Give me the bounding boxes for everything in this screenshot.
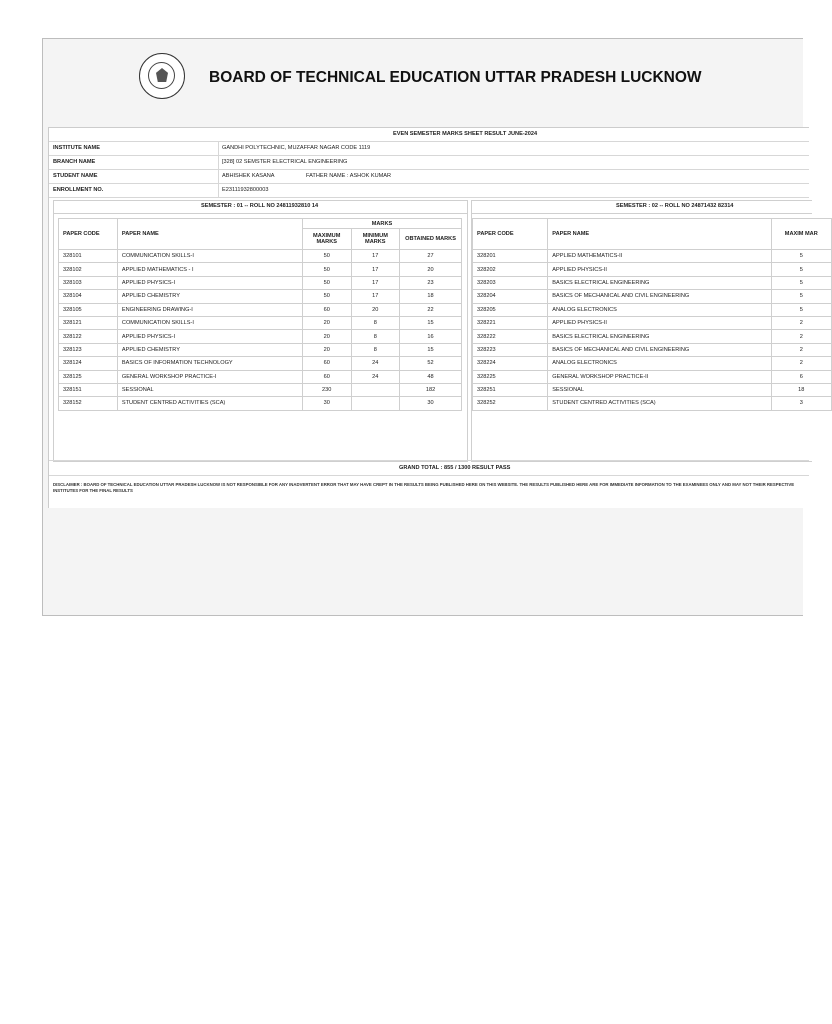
table-row [473,330,832,343]
max-marks-cell: 5 [771,250,831,263]
board-seal-logo [139,53,185,99]
max-marks-cell: 20 [302,316,351,329]
min-marks-cell: 20 [351,303,400,316]
obtained-marks-cell: 52 [400,357,462,370]
paper-code-cell: 328204 [473,290,548,303]
semester-1-table [58,218,462,411]
max-marks-cell: 20 [302,330,351,343]
table-row [473,370,832,383]
paper-name-cell: APPLIED MATHEMATICS - I [117,263,302,276]
table-row [59,397,462,410]
paper-code-cell: 328103 [59,276,118,289]
col-max-marks: MAXIMUM MARKS [302,229,351,250]
info-divider [218,141,219,197]
min-marks-cell: 8 [351,316,400,329]
obtained-marks-cell: 182 [400,383,462,396]
col-obtained-marks: OBTAINED MARKS [400,229,462,250]
col-paper-name: PAPER NAME [548,219,771,250]
table-row [473,263,832,276]
marksheet [48,127,818,508]
max-marks-cell: 3 [771,397,831,410]
paper-name-cell: ENGINEERING DRAWING-I [117,303,302,316]
table-row [473,290,832,303]
branch-label: BRANCH NAME [53,159,96,165]
institute-value: GANDHI POLYTECHNIC, MUZAFFAR NAGAR CODE 1119 [222,145,371,151]
paper-name-cell: BASICS OF INFORMATION TECHNOLOGY [117,357,302,370]
student-label: STUDENT NAME [53,173,98,179]
max-marks-cell: 20 [302,343,351,356]
page-header [43,39,803,115]
paper-code-cell: 328203 [473,276,548,289]
branch-value: [328] 02 SEMSTER ELECTRICAL ENGINEERING [222,159,348,165]
obtained-marks-cell: 20 [400,263,462,276]
paper-code-cell: 328105 [59,303,118,316]
obtained-marks-cell: 23 [400,276,462,289]
paper-code-cell: 328201 [473,250,548,263]
min-marks-cell: 8 [351,343,400,356]
min-marks-cell: 24 [351,370,400,383]
enrollment-label: ENROLLMENT NO. [53,187,104,193]
paper-name-cell: ANALOG ELECTRONICS [548,303,771,316]
table-row [59,343,462,356]
max-marks-cell: 2 [771,343,831,356]
table-row [59,276,462,289]
col-paper-code: PAPER CODE [473,219,548,250]
max-marks-cell: 30 [302,397,351,410]
paper-code-cell: 328104 [59,290,118,303]
paper-name-cell: BASICS ELECTRICAL ENGINEERING [548,330,771,343]
semester-2-header [472,201,812,214]
father-name: FATHER NAME : ASHOK KUMAR [306,173,392,179]
paper-code-cell: 328222 [473,330,548,343]
min-marks-cell: 8 [351,330,400,343]
paper-code-cell: 328202 [473,263,548,276]
paper-code-cell: 328123 [59,343,118,356]
table-row [59,357,462,370]
obtained-marks-cell: 48 [400,370,462,383]
max-marks-cell: 60 [302,357,351,370]
max-marks-cell: 60 [302,370,351,383]
obtained-marks-cell: 15 [400,343,462,356]
col-max-marks: MAXIM MAR [771,219,831,250]
table-row [473,276,832,289]
paper-code-cell: 328125 [59,370,118,383]
min-marks-cell: 24 [351,357,400,370]
table-row [473,316,832,329]
min-marks-cell: 17 [351,250,400,263]
table-row [59,383,462,396]
col-paper-name: PAPER NAME [117,219,302,250]
min-marks-cell [351,383,400,396]
table-row [473,397,832,410]
semester-1-heading: SEMESTER : 01 -- ROLL NO 24811932810 14 [201,203,319,209]
obtained-marks-cell: 30 [400,397,462,410]
paper-code-cell: 328121 [59,316,118,329]
col-min-marks: MINIMUM MARKS [351,229,400,250]
min-marks-cell: 17 [351,290,400,303]
paper-name-cell: GENERAL WORKSHOP PRACTICE-II [548,370,771,383]
max-marks-cell: 2 [771,316,831,329]
paper-code-cell: 328102 [59,263,118,276]
col-paper-code: PAPER CODE [59,219,118,250]
max-marks-cell: 50 [302,263,351,276]
max-marks-cell: 50 [302,276,351,289]
obtained-marks-cell: 22 [400,303,462,316]
branch-row [49,155,809,170]
table-row [473,383,832,396]
student-row [49,169,809,184]
paper-code-cell: 328151 [59,383,118,396]
institute-label: INSTITUTE NAME [53,145,100,151]
table-row [473,357,832,370]
max-marks-cell: 230 [302,383,351,396]
paper-name-cell: APPLIED PHYSICS-II [548,263,771,276]
paper-code-cell: 328225 [473,370,548,383]
table-row [59,290,462,303]
max-marks-cell: 6 [771,370,831,383]
min-marks-cell: 17 [351,276,400,289]
table-row [59,316,462,329]
max-marks-cell: 18 [771,383,831,396]
paper-name-cell: BASICS OF MECHANICAL AND CIVIL ENGINEERING [548,290,771,303]
student-value: ABHISHEK KASANA [222,173,275,179]
paper-code-cell: 328252 [473,397,548,410]
paper-name-cell: APPLIED PHYSICS-II [548,316,771,329]
max-marks-cell: 2 [771,330,831,343]
min-marks-cell [351,397,400,410]
paper-name-cell: APPLIED CHEMISTRY [117,343,302,356]
sheet-title-bar [49,128,809,142]
paper-code-cell: 328224 [473,357,548,370]
max-marks-cell: 2 [771,357,831,370]
table-row [59,303,462,316]
table-row [59,370,462,383]
paper-code-cell: 328223 [473,343,548,356]
enrollment-value: E23111932800003 [222,187,269,193]
table-head-row [59,219,462,229]
table-row [473,343,832,356]
paper-name-cell: COMMUNICATION SKILLS-I [117,250,302,263]
sheet-title: EVEN SEMESTER MARKS SHEET RESULT JUNE-2024 [393,131,538,137]
table-row [473,250,832,263]
board-title: BOARD OF TECHNICAL EDUCATION UTTAR PRADESH LUCKNOW [209,69,702,86]
paper-name-cell: BASICS ELECTRICAL ENGINEERING [548,276,771,289]
paper-name-cell: STUDENT CENTRED ACTIVITIES (SCA) [548,397,771,410]
semester-1-header [54,201,467,214]
disclaimer-text: DISCLAIMER : BOARD OF TECHNICAL EDUCATION UTTAR PRADESH LUCKNOW IS NOT RESPONSIBLE FOR ANY INADVERTENT ERROR THAT MAY HAVE CREPT IN THE RESULTS BEING PUBLISHED HERE ON THIS WEBSITE. THE RESULTS PUBLISHED HERE ARE FOR IMMEDIATE INFORMATION TO THE EXAMINEES ONLY AND MAY NOT THEIR RESPECTIVE INSTITUTES FOR THE FINAL RESULTS [53,482,795,493]
paper-name-cell: SESSIONAL [117,383,302,396]
obtained-marks-cell: 16 [400,330,462,343]
enrollment-row [49,183,809,198]
obtained-marks-cell: 27 [400,250,462,263]
paper-code-cell: 328221 [473,316,548,329]
table-head-row [473,219,832,250]
obtained-marks-cell: 15 [400,316,462,329]
paper-name-cell: ANALOG ELECTRONICS [548,357,771,370]
table-row [59,250,462,263]
paper-name-cell: STUDENT CENTRED ACTIVITIES (SCA) [117,397,302,410]
table-row [473,303,832,316]
grand-total: GRAND TOTAL : 855 / 1300 RESULT PASS [399,465,511,471]
table-row [59,330,462,343]
paper-name-cell: APPLIED CHEMISTRY [117,290,302,303]
grand-total-row [49,460,809,476]
paper-code-cell: 328124 [59,357,118,370]
paper-code-cell: 328251 [473,383,548,396]
semester-2-table [472,218,832,411]
paper-name-cell: APPLIED PHYSICS-I [117,330,302,343]
paper-name-cell: APPLIED PHYSICS-I [117,276,302,289]
paper-code-cell: 328101 [59,250,118,263]
semester-2-panel [471,200,818,462]
paper-name-cell: APPLIED MATHEMATICS-II [548,250,771,263]
semester-2-heading: SEMESTER : 02 -- ROLL NO 24871432 82314 [616,203,734,209]
max-marks-cell: 5 [771,263,831,276]
paper-name-cell: SESSIONAL [548,383,771,396]
obtained-marks-cell: 18 [400,290,462,303]
paper-name-cell: COMMUNICATION SKILLS-I [117,316,302,329]
paper-name-cell: GENERAL WORKSHOP PRACTICE-I [117,370,302,383]
semester-1-panel [53,200,468,462]
institute-row [49,141,809,156]
paper-code-cell: 328152 [59,397,118,410]
paper-code-cell: 328205 [473,303,548,316]
max-marks-cell: 50 [302,290,351,303]
max-marks-cell: 5 [771,303,831,316]
col-marks: MARKS [302,219,461,229]
min-marks-cell: 17 [351,263,400,276]
paper-code-cell: 328122 [59,330,118,343]
table-row [59,263,462,276]
max-marks-cell: 60 [302,303,351,316]
paper-name-cell: BASICS OF MECHANICAL AND CIVIL ENGINEERING [548,343,771,356]
result-page-frame [42,38,818,616]
max-marks-cell: 50 [302,250,351,263]
max-marks-cell: 5 [771,290,831,303]
max-marks-cell: 5 [771,276,831,289]
